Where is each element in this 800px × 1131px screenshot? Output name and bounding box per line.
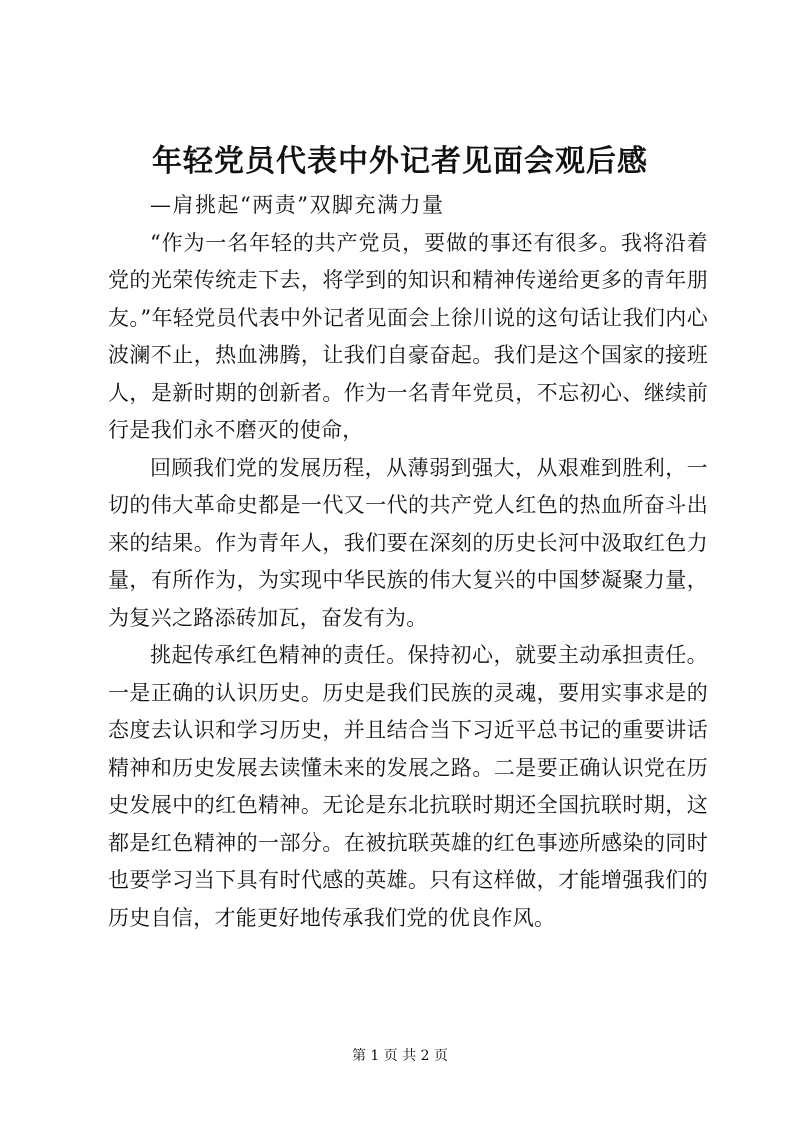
document-subtitle: —肩挑起“两责”双脚充满力量	[150, 193, 445, 217]
document-title: 年轻党员代表中外记者见面会观后感	[152, 144, 648, 179]
paragraph-2: 回顾我们党的发展历程，从薄弱到强大，从艰难到胜利，一切的伟大革命史都是一代又一代的共产党人红色的热血所奋斗出来的结果。作为青年人，我们要在深刻的历史长河中汲取红色力量，有所作为，为实现中华民族的伟大复兴的中国梦凝聚力量，为复兴之路添砖加瓦，奋发有为。	[108, 455, 708, 630]
paragraph-3: 挑起传承红色精神的责任。保持初心，就要主动承担责任。一是正确的认识历史。历史是我们民族的灵魂，要用实事求是的态度去认识和学习历史，并且结合当下习近平总书记的重要讲话精神和历史发展去读懂未来的发展之路。二是要正确认识党在历史发展中的红色精神。无论是东北抗联时期还全国抗联时期，这都是红色精神的一部分。在被抗联英雄的红色事迹所感染的同时也要学习当下具有时代感的英雄。只有这样做，才能增强我们的历史自信，才能更好地传承我们党的优良作风。	[108, 643, 708, 930]
page-number-footer: 第 1 页 共 2 页	[351, 1048, 449, 1064]
paragraph-1: “作为一名年轻的共产党员，要做的事还有很多。我将沿着党的光荣传统走下去，将学到的知识和精神传递给更多的青年朋友。”年轻党员代表中外记者见面会上徐川说的这句话让我们内心波澜不止，热血沸腾，让我们自豪奋起。我们是这个国家的接班人，是新时期的创新者。作为一名青年党员，不忘初心、继续前行是我们永不磨灭的使命，	[108, 230, 708, 442]
document-body	[108, 187, 708, 937]
